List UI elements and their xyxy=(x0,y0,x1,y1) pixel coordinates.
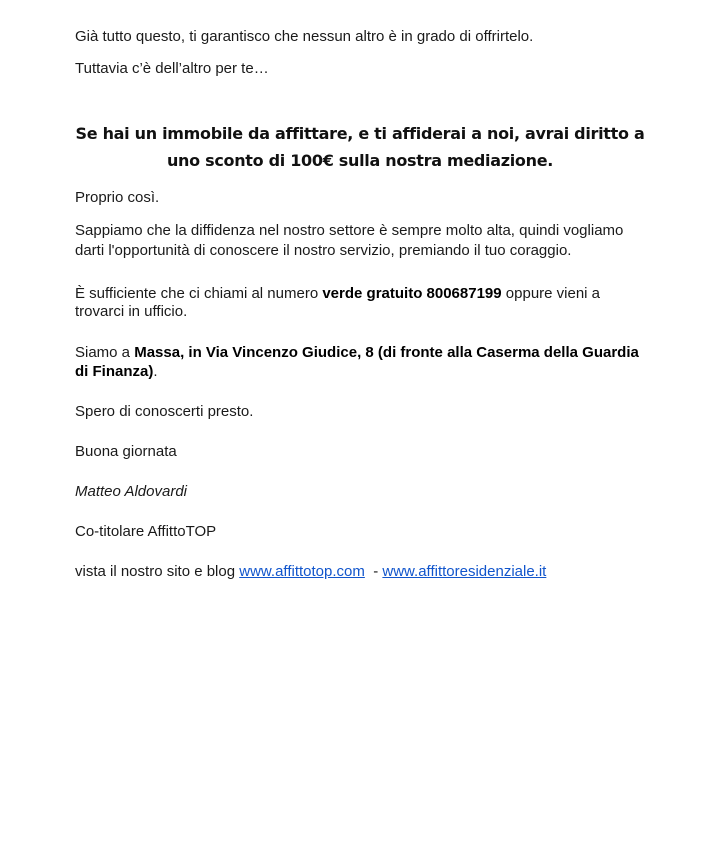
closing-text: Spero di conoscerti presto. xyxy=(75,403,254,420)
intro-line-2: Tuttavia c’è dell’altro per te… xyxy=(75,60,269,77)
affittotop-link[interactable]: www.affittotop.com xyxy=(239,563,365,580)
link-separator: - xyxy=(364,563,383,580)
affittoresidenziale-link[interactable]: www.affittoresidenziale.it xyxy=(382,563,547,580)
contact-text-post: oppure vieni a trovarci in ufficio. xyxy=(75,285,601,320)
signature-name xyxy=(75,482,645,502)
contact-paragraph xyxy=(75,285,645,321)
diffidenza-paragraph: Sappiamo che la diffidenza nel nostro settore è sempre molto alta, quindi vogliamo darti l'opportunità di conoscere il nostro servizio, premiando il tuo coraggio. xyxy=(75,222,624,259)
address-paragraph xyxy=(75,343,645,381)
address-text-post: . xyxy=(153,363,158,380)
office-address: Massa, in Via Vincenzo Giudice, 8 (di fronte alla Caserma della Guardia di Finanza) xyxy=(75,344,639,380)
signature-name-italic: Matteo Aldovardi xyxy=(75,483,188,500)
contact-text-pre: È sufficiente che ci chiami al numero xyxy=(75,285,323,302)
toll-free-number: verde gratuito 800687199 xyxy=(322,285,502,302)
intro-line-1: Già tutto questo, ti garantisco che nessun altro è in grado di offrirtelo. xyxy=(75,28,534,45)
discount-highlight-line-1: Se hai un immobile da affittare, e ti affiderai a noi, avrai diritto a xyxy=(75,124,645,143)
proprio-cosi-text: Proprio così. xyxy=(75,189,160,206)
website-links-line xyxy=(75,562,645,582)
signature-role: Co-titolare AffittoTOP xyxy=(75,523,217,540)
address-text-pre: Siamo a xyxy=(75,344,135,361)
discount-highlight-line-2: uno sconto di 100€ sulla nostra mediazione. xyxy=(166,151,554,170)
greeting-text: Buona giornata xyxy=(75,443,177,460)
website-links-intro: vista il nostro sito e blog xyxy=(75,563,240,580)
discount-highlight xyxy=(75,120,645,174)
